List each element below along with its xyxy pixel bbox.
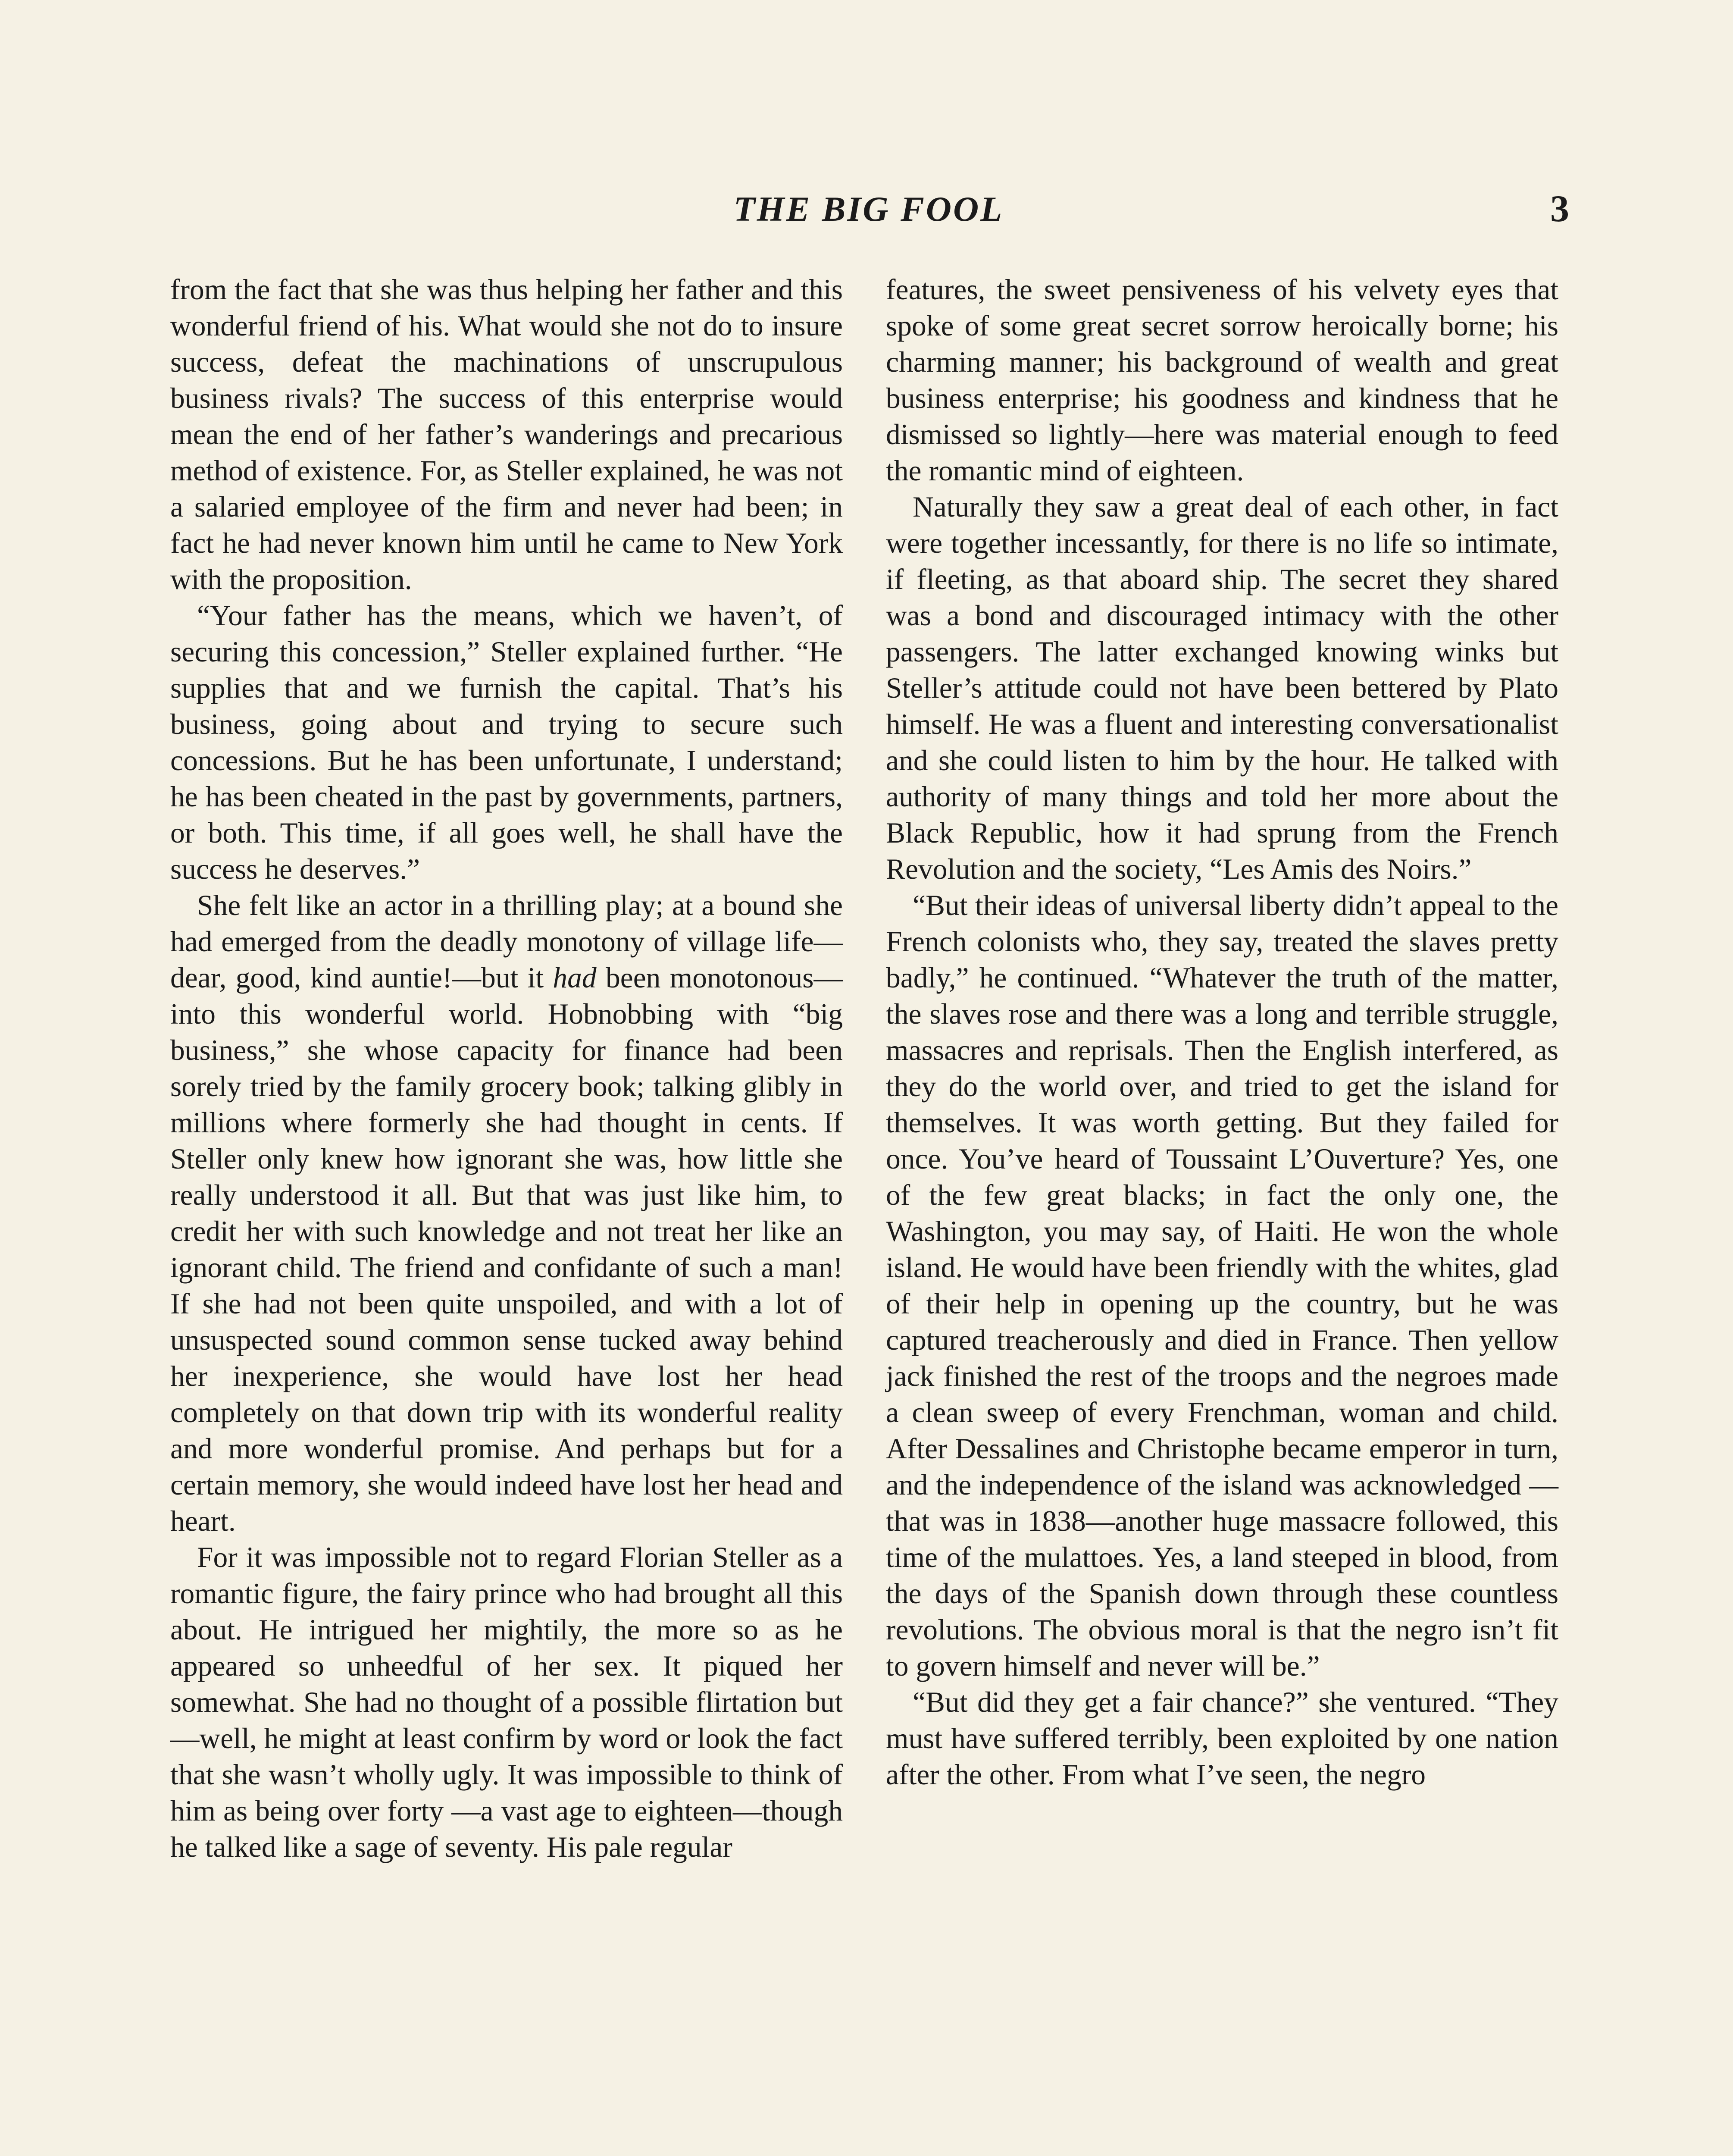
paragraph-text: been monotonous—into this wonderful world. Hobnobbing with “big business,” she whose capacity for finance had been sorely tried by the family grocery book; talking glibly in millions where formerly she had thought in cents. If Steller only knew how ignorant she was, how little she really understood it all. But that was just like him, to credit her with such knowledge and not treat her like an ignorant child. The friend and confidante of such a man! If she had not been quite unspoiled, and with a lot of unsuspected sound common sense tucked away behind her inexperience, she would have lost her head completely on that down trip with its wonderful reality and more wonderful promise. And perhaps but for a certain memory, she would indeed have lost her head and heart. (170, 962, 843, 1537)
running-head (168, 185, 1569, 233)
paragraph (170, 887, 843, 1539)
running-title: THE BIG FOOL (733, 189, 1004, 229)
paragraph: “But did they get a fair chance?” she ventured. “They must have suffered terribly, been exploited by one nation after the other. From what I’ve seen, the negro (886, 1686, 1558, 1791)
emphasis-text: had (553, 962, 597, 994)
left-column (170, 272, 843, 1865)
right-column (886, 272, 1558, 1793)
page-number: 3 (1550, 188, 1569, 230)
paragraph: Naturally they saw a great deal of each other, in fact were together incessantly, for there is no life so intimate, if fleeting, as that aboard ship. The secret they shared was a bond and discouraged intimacy with the other passengers. The latter exchanged knowing winks but Steller’s attitude could not have been bettered by Plato himself. He was a fluent and interesting conversationalist and she could listen to him by the hour. He talked with authority of many things and told her more about the Black Republic, how it had sprung from the French Revolution and the society, “Les Amis des Noirs.” (886, 491, 1558, 885)
paragraph-text: She felt like an actor in a thrilling play; at a bound she had emerged from the deadly monotony of village life—dear, good, kind auntie!—but it (170, 889, 843, 994)
paragraph: features, the sweet pensiveness of his velvety eyes that spoke of some great secret sorrow heroically borne; his charming manner; his background of wealth and great business enterprise; his goodness and kindness that he dismissed so lightly—here was material enough to feed the romantic mind of eighteen. (886, 273, 1558, 487)
paragraph: from the fact that she was thus helping her father and this wonderful friend of his. What would she not do to insure success, defeat the machinations of unscrupulous business rivals? The success of this enterprise would mean the end of her father’s wanderings and precarious method of existence. For, as Steller explained, he was not a salaried employee of the firm and never had been; in fact he had never known him until he came to New York with the proposition. (170, 273, 843, 595)
paragraph: For it was impossible not to regard Florian Steller as a romantic figure, the fairy prince who had brought all this about. He intrigued her mightily, the more so as he appeared so unheedful of her sex. It piqued her somewhat. She had no thought of a possible flirtation but—well, he might at least confirm by word or look the fact that she wasn’t wholly ugly. It was impossible to think of him as being over forty —a vast age to eighteen—though he talked like a sage of seventy. His pale regular (170, 1541, 843, 1863)
paragraph: “Your father has the means, which we haven’t, of securing this concession,” Steller explained further. “He supplies that and we furnish the capital. That’s his business, going about and trying to secure such concessions. But he has been unfortunate, I understand; he has been cheated in the past by governments, partners, or both. This time, if all goes well, he shall have the success he deserves.” (170, 599, 843, 885)
paragraph: “But their ideas of universal liberty didn’t appeal to the French colonists who, they say, treated the slaves pretty badly,” he continued. “Whatever the truth of the matter, the slaves rose and there was a long and terrible struggle, massacres and reprisals. Then the English interfered, as they do the world over, and tried to get the island for themselves. It was worth getting. But they failed for once. You’ve heard of Toussaint L’Ouverture? Yes, one of the few great blacks; in fact the only one, the Washington, you may say, of Haiti. He won the whole island. He would have been friendly with the whites, glad of their help in opening up the country, but he was captured treacherously and died in France. Then yellow jack finished the rest of the troops and the negroes made a clean sweep of every Frenchman, woman and child. After Dessalines and Christophe became emperor in turn, and the independence of the island was acknowledged —that was in 1838—another huge massacre followed, this time of the mulattoes. Yes, a land steeped in blood, from the days of the Spanish down through these countless revolutions. The obvious moral is that the negro isn’t fit to govern himself and never will be.” (886, 889, 1558, 1682)
